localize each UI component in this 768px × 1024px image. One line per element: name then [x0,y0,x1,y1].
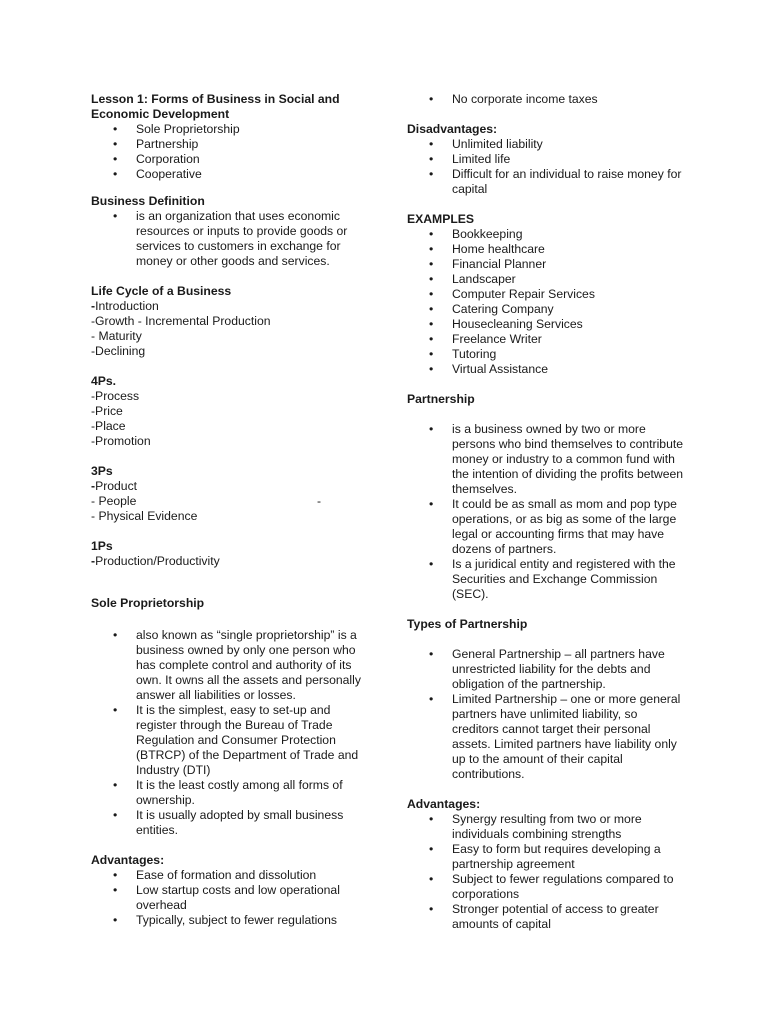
item-text: Product [95,479,138,493]
business-definition-heading: Business Definition [91,194,205,208]
sole-proprietorship-heading: Sole Proprietorship [91,596,205,610]
life-cycle-heading: Life Cycle of a Business [91,284,232,298]
list-item: • Is a juridical entity and registered with the Securities and Exchange Commission (SEC). [407,557,687,602]
partnership-advantages-list [407,812,687,932]
list-item: • Unlimited liability [407,137,687,152]
list-item: • Ease of formation and dissolution [91,868,371,883]
disadvantages-heading: Disadvantages: [407,122,498,136]
threeps-heading: 3Ps [91,464,113,478]
item-text: Introduction [95,299,159,313]
sole-proprietorship-list [91,628,371,838]
continued-advantages-list [407,92,687,107]
oneps-heading: 1Ps [91,539,113,553]
list-item: • Virtual Assistance [407,362,687,377]
item-text: - People [91,494,137,508]
list-item: • Financial Planner [407,257,687,272]
stray-dash: - [317,494,322,508]
fourps-item: -Process [91,389,140,403]
sole-advantages-heading: Advantages: [91,853,165,867]
fourps-item: -Promotion [91,434,151,448]
list-item: • Subject to fewer regulations compared to corporations [407,872,687,902]
types-of-partnership-list [407,647,687,782]
list-item: • Housecleaning Services [407,317,687,332]
fourps-item: -Price [91,404,123,418]
list-item: • Home healthcare [407,242,687,257]
fourps-heading: 4Ps. [91,374,117,388]
fourps-item: -Place [91,419,126,433]
list-item: • Catering Company [407,302,687,317]
list-item: • General Partnership – all partners have unrestricted liability for the debts and obligation of the partnership. [407,647,687,692]
oneps-item [91,554,371,569]
partnership-advantages-heading: Advantages: [407,797,481,811]
list-item: • No corporate income taxes [407,92,687,107]
life-cycle-item: -Growth - Incremental Production [91,314,271,328]
life-cycle-item: -Declining [91,344,146,358]
item-text: Production/Productivity [95,554,220,568]
right-column [407,92,687,932]
bold-dash: - [91,554,96,568]
partnership-heading: Partnership [407,392,475,406]
list-item: • Difficult for an individual to raise money for capital [407,167,687,197]
list-item: • Stronger potential of access to greater amounts of capital [407,902,687,932]
left-column [91,92,371,928]
examples-heading: EXAMPLES [407,212,475,226]
life-cycle-item: - Maturity [91,329,142,343]
life-cycle-item [91,299,371,314]
list-item: • Low startup costs and low operational overhead [91,883,371,913]
business-definition-list [91,209,371,269]
list-item: • Easy to form but requires developing a partnership agreement [407,842,687,872]
list-item: • Sole Proprietorship [91,122,371,137]
list-item: • Synergy resulting from two or more individuals combining strengths [407,812,687,842]
bold-dash: - [91,479,96,493]
list-item: • is an organization that uses economic resources or inputs to provide goods or services to customers in exchange for money or other goods and services. [91,209,371,269]
list-item: • Cooperative [91,167,371,182]
bold-dash: - [91,299,96,313]
threeps-item: - Physical Evidence [91,509,198,523]
list-item: • Limited Partnership – one or more general partners have unlimited liability, so creditors cannot target their personal assets. Limited partners have liability only up to the amount of their capital contributions. [407,692,687,782]
types-of-partnership-heading: Types of Partnership [407,617,528,631]
list-item: • Partnership [91,137,371,152]
list-item: • It is the least costly among all forms of ownership. [91,778,371,808]
list-item: • Corporation [91,152,371,167]
examples-list [407,227,687,377]
disadvantages-list [407,137,687,197]
forms-list [91,122,371,182]
list-item: • Typically, subject to fewer regulations [91,913,371,928]
sole-advantages-list [91,868,371,928]
threeps-item [91,479,371,494]
list-item: • is a business owned by two or more persons who bind themselves to contribute money or industry to a common fund with the intention of dividing the profits between themselves. [407,422,687,497]
list-item: • Freelance Writer [407,332,687,347]
list-item: • Tutoring [407,347,687,362]
list-item: • Landscaper [407,272,687,287]
list-item: • Computer Repair Services [407,287,687,302]
threeps-item [91,494,371,509]
list-item: • also known as “single proprietorship” is a business owned by only one person who has complete control and authority of its own. It owns all the assets and personally answer all liabilities or losses. [91,628,371,703]
list-item: • It could be as small as mom and pop type operations, or as big as some of the large legal or accounting firms that may have dozens of partners. [407,497,687,557]
list-item: • Limited life [407,152,687,167]
list-item: • Bookkeeping [407,227,687,242]
list-item: • It is the simplest, easy to set-up and register through the Bureau of Trade Regulation and Consumer Protection (BTRCP) of the Department of Trade and Industry (DTI) [91,703,371,778]
list-item: • It is usually adopted by small business entities. [91,808,371,838]
lesson-title: Lesson 1: Forms of Business in Social and Economic Development [91,92,340,121]
partnership-list [407,422,687,602]
